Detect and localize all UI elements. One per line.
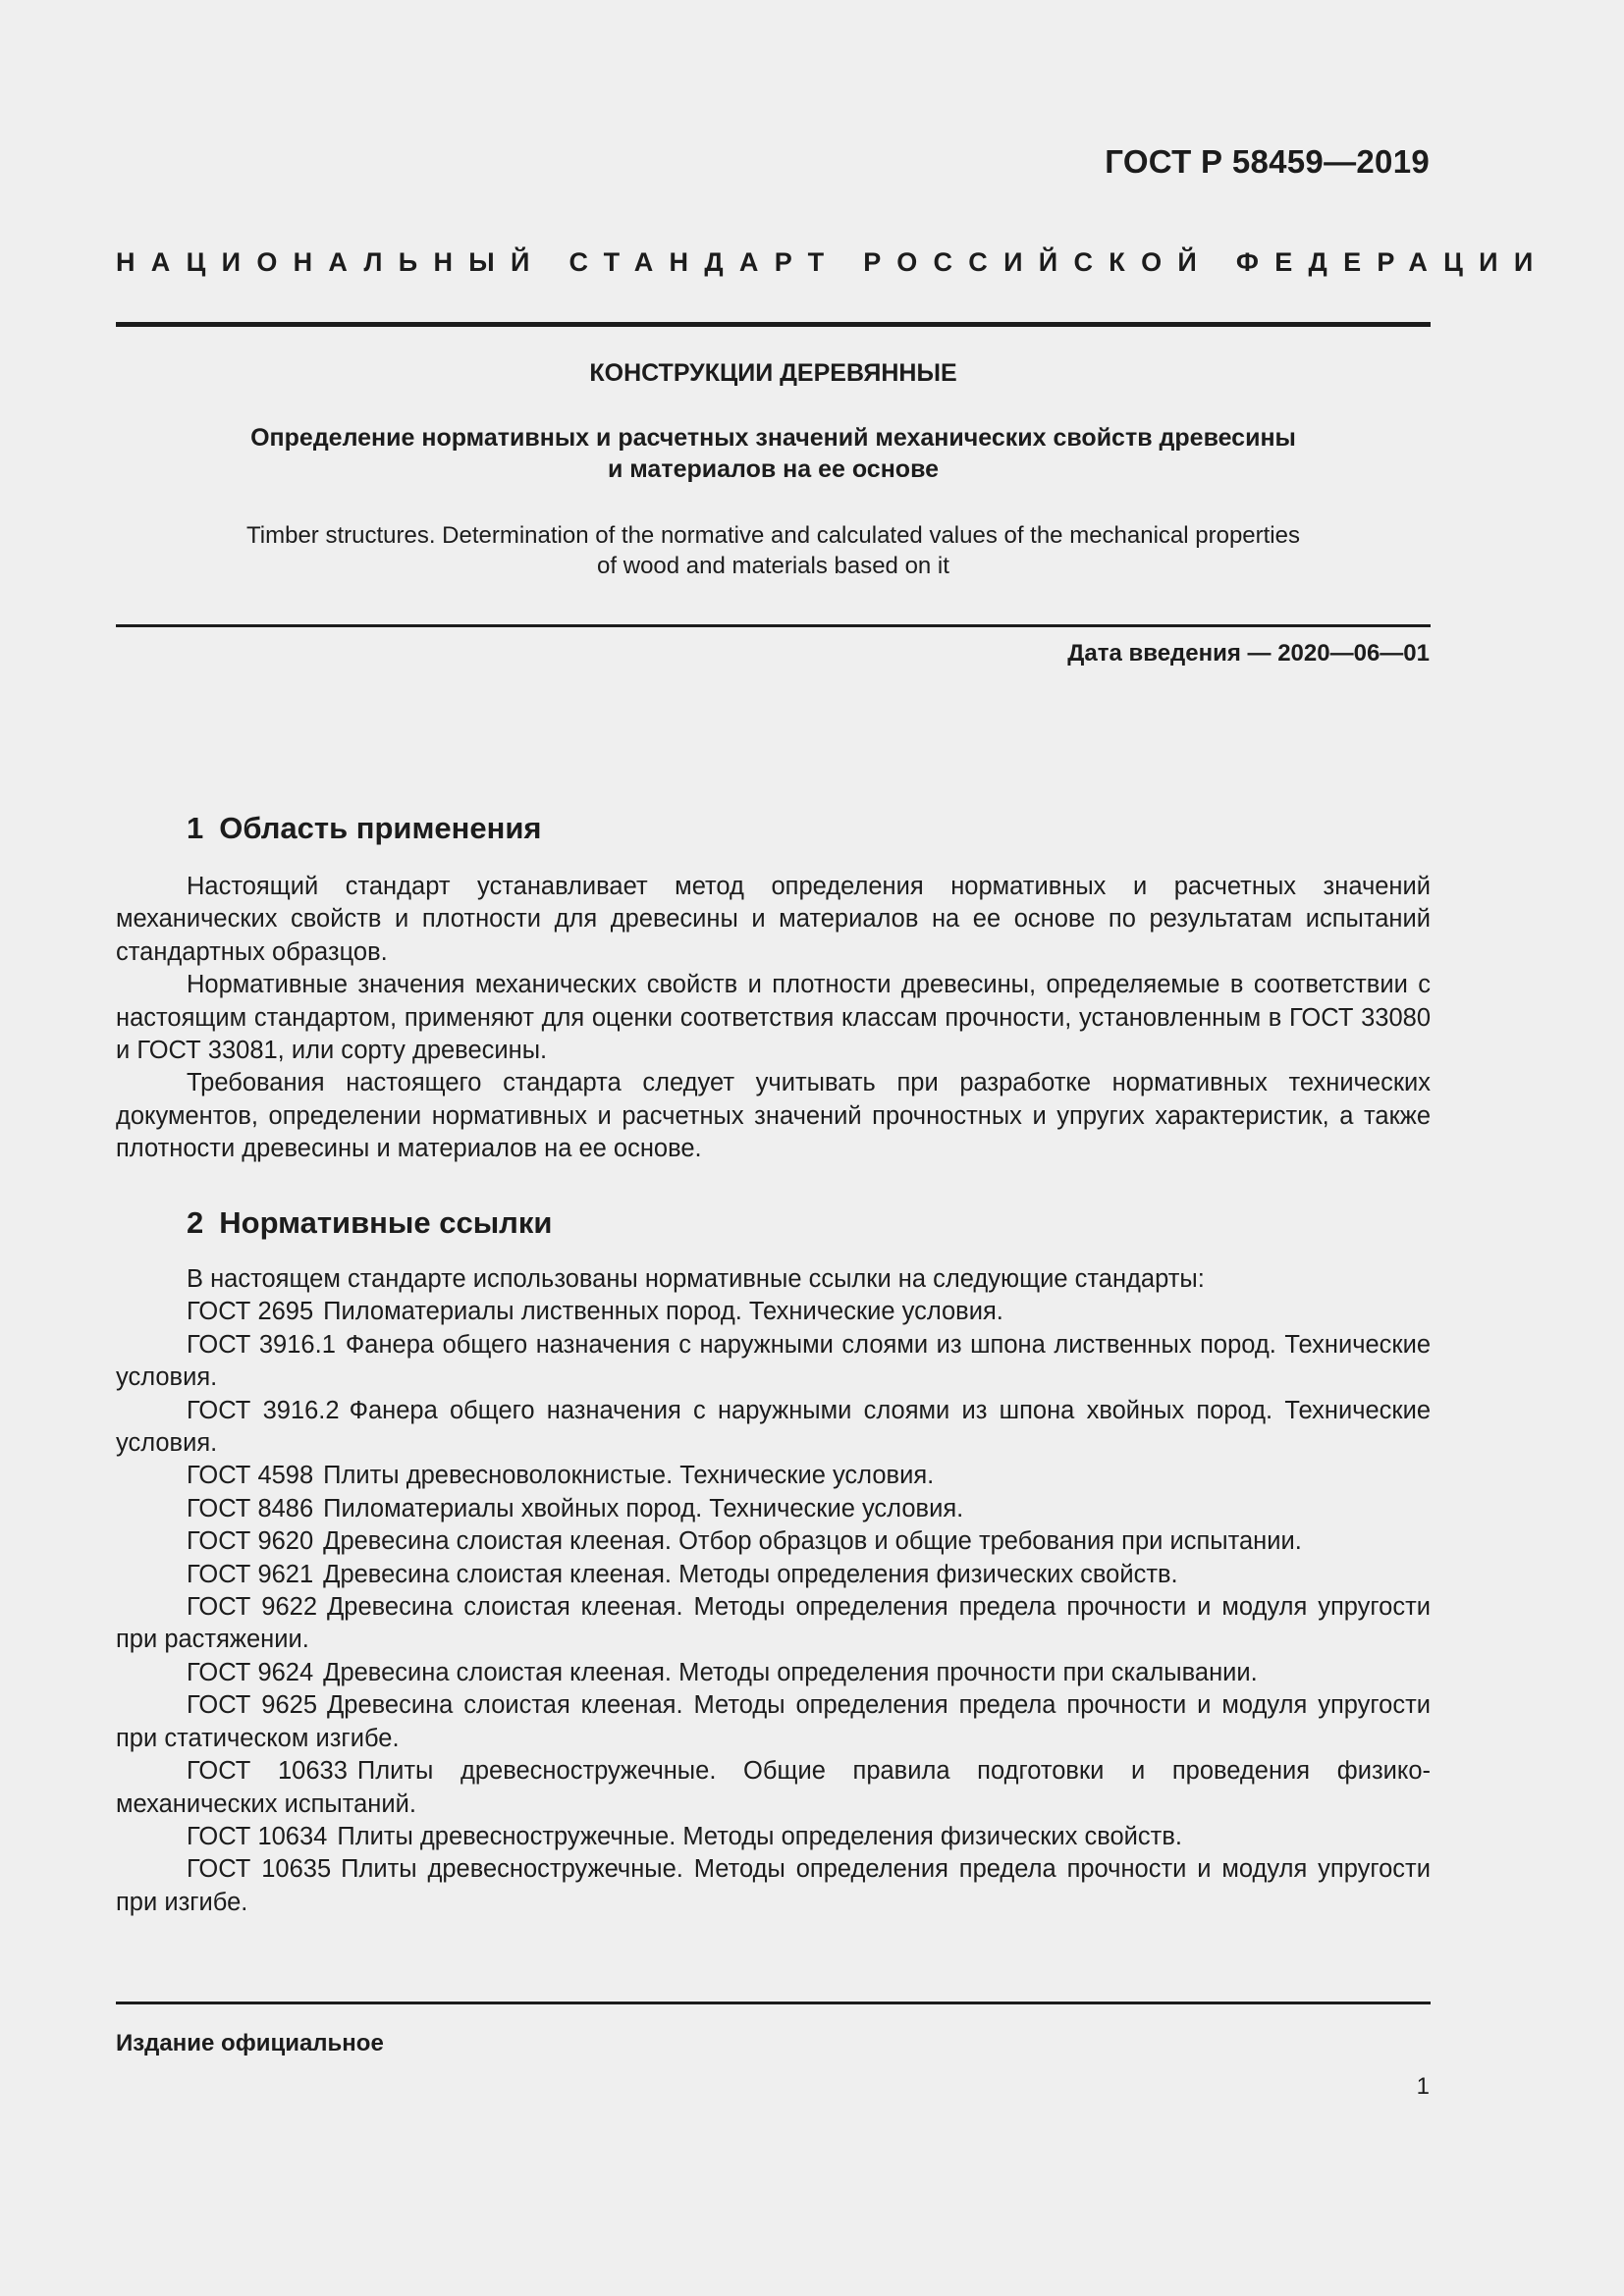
subtitle-line-1: Определение нормативных и расчетных значений механических свойств древесины (250, 424, 1296, 452)
reference-code: ГОСТ 2695 (187, 1298, 314, 1326)
section-1-paragraph: Нормативные значения механических свойств и плотности древесины, определяемые в соответствии с настоящим стандартом, применяют для оценки соответствия классам прочности, установленным в ГОСТ 33080 и ГОСТ 33081, или сорту древесины. (116, 971, 1431, 1065)
reference-item (116, 1395, 1431, 1461)
page-number: 1 (1416, 2073, 1430, 2100)
reference-item (116, 1821, 1431, 1853)
reference-item (116, 1689, 1431, 1755)
reference-code: ГОСТ 3916.1 (187, 1330, 336, 1359)
section-2-heading (187, 1205, 552, 1241)
reference-text: Древесина слоистая клееная. Методы определения предела прочности и модуля упругости при статическом изгибе. (116, 1691, 1431, 1752)
reference-text: Древесина слоистая клееная. Методы определения прочности при скалывании. (323, 1658, 1258, 1686)
reference-text: Фанера общего назначения с наружными слоями из шпона лиственных пород. Технические условия. (116, 1330, 1431, 1392)
reference-text: Плиты древесностружечные. Методы определения предела прочности и модуля упругости при изгибе. (116, 1855, 1431, 1916)
official-edition-label: Издание официальное (116, 2030, 384, 2056)
reference-text: Плиты древесностружечные. Методы определения физических свойств. (337, 1822, 1182, 1850)
reference-item (116, 1525, 1431, 1558)
english-title-line-2: of wood and materials based on it (597, 553, 949, 579)
reference-item (116, 1493, 1431, 1525)
section-2-title: Нормативные ссылки (219, 1205, 553, 1240)
section-1-number: 1 (187, 811, 204, 845)
reference-code: ГОСТ 9622 (187, 1593, 318, 1622)
section-1-paragraph: Настоящий стандарт устанавливает метод определения нормативных и расчетных значений механических свойств и плотности для древесины и материалов на ее основе по результатам испытаний стандартных образцов. (116, 873, 1431, 966)
reference-item (116, 1591, 1431, 1657)
reference-code: ГОСТ 4598 (187, 1462, 314, 1490)
reference-text: Плиты древесноволокнистые. Технические условия. (323, 1462, 935, 1490)
section-1-title: Область применения (219, 811, 542, 845)
reference-code: ГОСТ 10634 (187, 1822, 328, 1850)
reference-item (116, 1329, 1431, 1395)
reference-code: ГОСТ 9625 (187, 1691, 318, 1720)
reference-code: ГОСТ 10635 (187, 1855, 332, 1884)
section-2-number: 2 (187, 1205, 204, 1240)
reference-text: Плиты древесностружечные. Общие правила подготовки и проведения физико-механических испытаний. (116, 1757, 1431, 1818)
reference-item (116, 1853, 1431, 1919)
document-title: КОНСТРУКЦИИ ДЕРЕВЯННЫЕ (589, 359, 957, 387)
reference-text: Пиломатериалы хвойных пород. Технические условия. (323, 1494, 964, 1522)
section-1-heading (187, 811, 542, 846)
reference-item (116, 1296, 1431, 1328)
section-1-paragraph: Требования настоящего стандарта следует учитывать при разработке нормативных технических документов, определении нормативных и расчетных значений прочностных и упругих характеристик, а также плотности древесины и материалов на ее основе. (116, 1069, 1431, 1163)
reference-code: ГОСТ 9620 (187, 1527, 314, 1556)
document-subtitle (116, 422, 1431, 485)
section-2-intro: В настоящем стандарте использованы нормативные ссылки на следующие стандарты: (187, 1265, 1205, 1293)
english-title-line-1: Timber structures. Determination of the normative and calculated values of the mechanical properties (246, 522, 1300, 549)
reference-item (116, 1559, 1431, 1591)
reference-code: ГОСТ 10633 (187, 1757, 348, 1786)
introduction-date: Дата введения — 2020—06—01 (1067, 640, 1430, 667)
section-2-body (116, 1263, 1431, 1919)
reference-text: Древесина слоистая клееная. Методы определения предела прочности и модуля упругости при растяжении. (116, 1593, 1431, 1654)
reference-code: ГОСТ 3916.2 (187, 1396, 340, 1424)
title-rule (116, 624, 1431, 627)
english-title (116, 520, 1431, 581)
reference-text: Древесина слоистая клееная. Отбор образцов и общие требования при испытании. (323, 1527, 1302, 1556)
standard-number: ГОСТ Р 58459—2019 (1105, 143, 1430, 180)
header-rule (116, 322, 1431, 327)
reference-code: ГОСТ 9621 (187, 1560, 314, 1588)
reference-item (116, 1755, 1431, 1821)
reference-item (116, 1657, 1431, 1689)
subtitle-line-2: и материалов на ее основе (607, 455, 940, 483)
reference-item (116, 1460, 1431, 1492)
reference-code: ГОСТ 9624 (187, 1658, 314, 1686)
national-standard-line: НАЦИОНАЛЬНЫЙ СТАНДАРТ РОССИЙСКОЙ ФЕДЕРАЦИИ (116, 247, 1549, 277)
reference-text: Древесина слоистая клееная. Методы определения физических свойств. (323, 1560, 1178, 1588)
reference-text: Фанера общего назначения с наружными слоями из шпона хвойных пород. Технические условия. (116, 1396, 1432, 1458)
reference-text: Пиломатериалы лиственных пород. Технические условия. (323, 1298, 1003, 1326)
section-1-body (116, 871, 1431, 1166)
reference-code: ГОСТ 8486 (187, 1494, 314, 1522)
footer-rule (116, 2002, 1431, 2004)
